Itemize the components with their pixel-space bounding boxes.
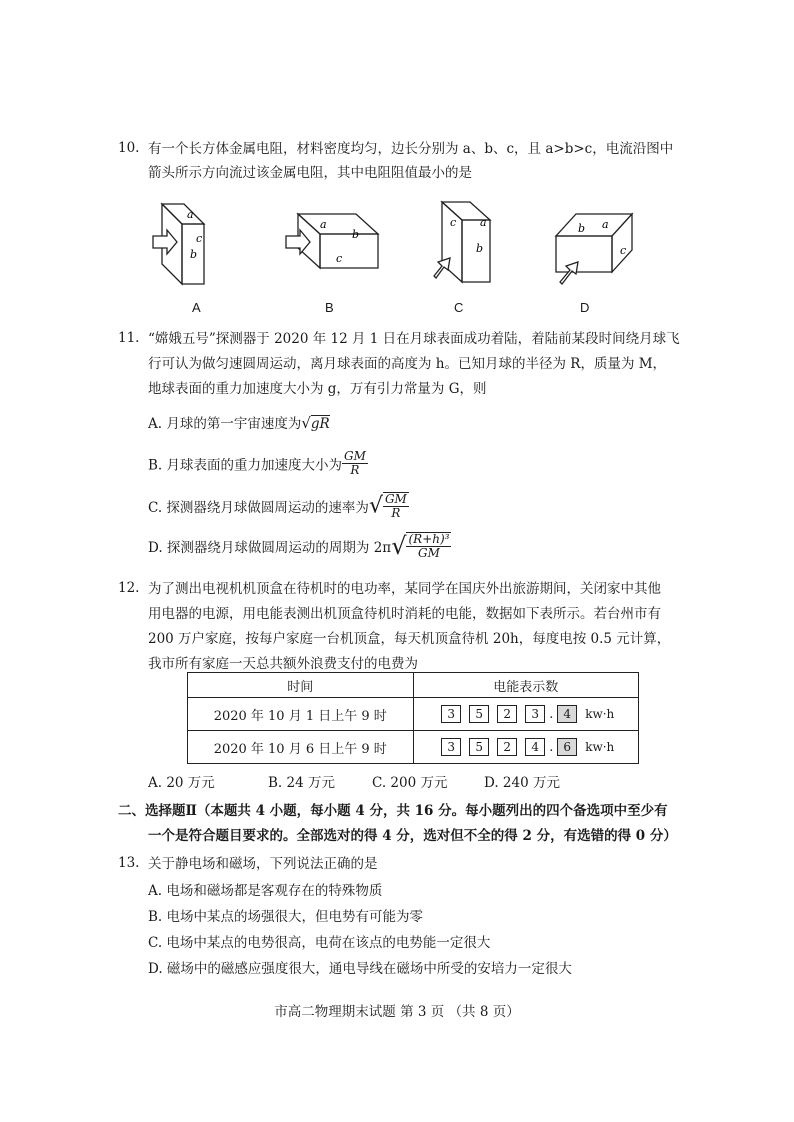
meter-digit: 3 bbox=[441, 705, 461, 723]
meter-unit: kw·h bbox=[585, 739, 615, 754]
table-cell-time: 2020 年 10 月 6 日上午 9 时 bbox=[188, 731, 414, 764]
sqrt-icon: √ bbox=[391, 532, 407, 560]
section2-heading-line1: 二、选择题Ⅱ（本题共 4 小题，每小题 4 分，共 16 分。每小题列出的四个备选项中至少有 bbox=[118, 803, 668, 819]
q10-figure-d bbox=[548, 206, 658, 286]
svg-text:b: b bbox=[578, 222, 586, 235]
svg-text:b: b bbox=[352, 228, 360, 241]
page-footer: 市高二物理期末试题 第 3 页 （共 8 页） bbox=[274, 1004, 520, 1020]
q11-option-a bbox=[148, 412, 330, 432]
table-header-row bbox=[188, 673, 639, 698]
meter-digit: 3 bbox=[525, 705, 545, 723]
svg-text:c: c bbox=[196, 232, 203, 245]
svg-text:b: b bbox=[476, 242, 484, 255]
svg-text:a: a bbox=[602, 218, 609, 231]
q13-number: 13. bbox=[118, 855, 140, 871]
q12-stem-line2: 用电器的电源，用电能表测出机顶盒待机时消耗的电能，数据如下表所示。若台州市有 bbox=[148, 606, 661, 622]
q11-option-b-fraction: $\frac{GM}{R}$ bbox=[344, 449, 366, 477]
q10-number: 10. bbox=[118, 140, 140, 156]
table-row bbox=[188, 698, 639, 731]
q13-stem: 关于静电场和磁场，下列说法正确的是 bbox=[148, 856, 378, 872]
q12-option-b: B. 24 万元 bbox=[268, 775, 335, 791]
q11-option-c-fraction: $\frac{GM}{R}$ bbox=[384, 492, 407, 520]
q10-figure-a bbox=[150, 196, 230, 291]
svg-text:c: c bbox=[336, 252, 343, 265]
sqrt-icon: √ bbox=[368, 493, 383, 519]
svg-text:a: a bbox=[187, 208, 194, 221]
meter-digit: 5 bbox=[469, 738, 489, 756]
q11-stem-line1: “嫦娥五号”探测器于 2020 年 12 月 1 日在月球表面成功着陆，着陆前某段时间绕月球飞 bbox=[148, 331, 680, 347]
svg-text:c: c bbox=[450, 216, 457, 229]
q10-figure-b bbox=[280, 206, 390, 281]
q11-number: 11. bbox=[118, 330, 140, 346]
q11-stem-line3: 地球表面的重力加速度大小为 g，万有引力常量为 G，则 bbox=[148, 381, 487, 397]
q10-stem-line1: 有一个长方体金属电阻，材料密度均匀，边长分别为 a、b、c，且 a>b>c，电流沿图中 bbox=[148, 141, 674, 157]
q12-stem-line3: 200 万户家庭，按每户家庭一台机顶盒，每天机顶盒待机 20h，每度电按 0.5 元计算， bbox=[148, 631, 671, 647]
q13-option-c: C. 电场中某点的电势很高，电荷在该点的电势能一定很大 bbox=[148, 935, 491, 951]
q11-option-c bbox=[148, 492, 409, 520]
q10-figure-d-label: D bbox=[580, 300, 590, 315]
meter-digit: 2 bbox=[497, 705, 517, 723]
q11-option-b bbox=[148, 450, 368, 477]
q13-option-d: D. 磁场中的磁感应强度很大，通电导线在磁场中所受的安培力一定很大 bbox=[148, 961, 572, 977]
q11-option-a-expr: gR bbox=[310, 416, 330, 432]
q10-figure-b-label: B bbox=[325, 300, 334, 315]
meter-digit: 3 bbox=[441, 738, 461, 756]
q11-stem-line2: 行可认为做匀速圆周运动，离月球表面的高度为 h。已知月球的半径为 R，质量为 M， bbox=[148, 356, 667, 372]
decimal-point: . bbox=[549, 739, 554, 755]
table-cell-reading bbox=[413, 698, 639, 731]
decimal-point: . bbox=[549, 706, 554, 722]
q12-option-a: A. 20 万元 bbox=[148, 775, 215, 791]
q11-option-c-text: C. 探测器绕月球做圆周运动的速率为 bbox=[148, 500, 369, 516]
q12-number: 12. bbox=[118, 580, 140, 596]
q11-option-d-fraction: $\frac{\text{(R+h)³}}{GM}$ bbox=[408, 532, 450, 560]
q11-option-d bbox=[148, 532, 451, 560]
section2-heading-line2: 一个是符合题目要求的。全部选对的得 4 分，选对但不全的得 2 分，有选错的得 0 分） bbox=[148, 828, 677, 844]
q10-figure-c-label: C bbox=[454, 300, 464, 315]
q11-option-d-text: D. 探测器绕月球做圆周运动的周期为 2π bbox=[148, 540, 392, 556]
q11-option-b-text: B. 月球表面的重力加速度大小为 bbox=[148, 457, 343, 474]
svg-text:a: a bbox=[480, 216, 487, 229]
meter-decimal-digit: 6 bbox=[557, 738, 577, 756]
q10-figure-a-label: A bbox=[192, 300, 201, 315]
table-row bbox=[188, 731, 639, 764]
meter-digit: 4 bbox=[525, 738, 545, 756]
svg-text:c: c bbox=[620, 244, 627, 257]
meter-decimal-digit: 4 bbox=[557, 705, 577, 723]
q13-option-b: B. 电场中某点的场强很大，但电势有可能为零 bbox=[148, 909, 424, 925]
table-header-reading: 电能表示数 bbox=[413, 673, 639, 698]
q12-stem-line1: 为了测出电视机机顶盒在待机时的电功率，某同学在国庆外出旅游期间，关闭家中其他 bbox=[148, 581, 661, 597]
table-cell-reading bbox=[413, 731, 639, 764]
q12-meter-table bbox=[187, 672, 639, 764]
meter-unit: kw·h bbox=[585, 706, 615, 721]
table-header-time: 时间 bbox=[188, 673, 414, 698]
q12-stem-line4: 我市所有家庭一天总共额外浪费支付的电费为 bbox=[148, 656, 418, 672]
svg-text:b: b bbox=[190, 248, 198, 261]
q10-stem-line2: 箭头所示方向流过该金属电阻，其中电阻阻值最小的是 bbox=[148, 165, 472, 181]
q13-option-a: A. 电场和磁场都是客观存在的特殊物质 bbox=[148, 883, 383, 899]
q12-option-d: D. 240 万元 bbox=[484, 775, 560, 791]
meter-digit: 5 bbox=[469, 705, 489, 723]
q11-option-a-text: A. 月球的第一宇宙速度为 bbox=[148, 416, 302, 432]
meter-digit: 2 bbox=[497, 738, 517, 756]
table-cell-time: 2020 年 10 月 1 日上午 9 时 bbox=[188, 698, 414, 731]
q12-option-c: C. 200 万元 bbox=[372, 775, 448, 791]
q10-figure-c bbox=[428, 196, 508, 291]
svg-text:a: a bbox=[320, 218, 327, 231]
sqrt-icon: √ bbox=[301, 414, 311, 432]
